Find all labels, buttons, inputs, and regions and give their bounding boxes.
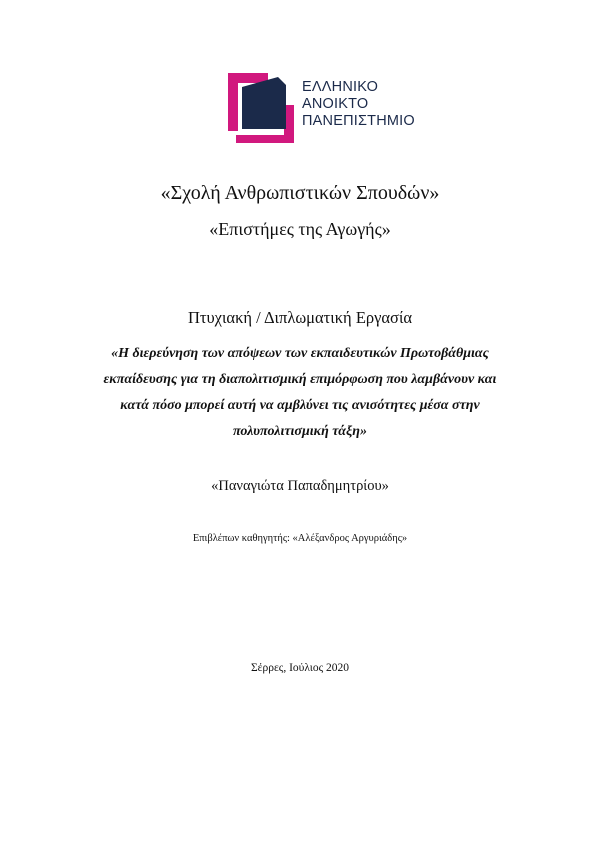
logo-wordmark: [302, 79, 432, 130]
logo-line-1: ΕΛΛΗΝΙΚΟ: [302, 79, 379, 95]
thesis-title-line-4: πολυπολιτισμική τάξη»: [232, 424, 367, 439]
logo-line-3: ΠΑΝΕΠΙΣΤΗΜΙΟ: [302, 113, 415, 129]
school-name: «Σχολή Ανθρωπιστικών Σπουδών»: [160, 182, 440, 204]
place-date: Σέρρες, Ιούλιος 2020: [250, 662, 350, 674]
supervisor-line: Επιβλέπων καθηγητής: «Αλέξανδρος Αργυριάδης»: [192, 533, 408, 544]
author-name: «Παναγιώτα Παπαδημητρίου»: [211, 478, 389, 494]
department-name: «Επιστήμες της Αγωγής»: [209, 219, 391, 239]
university-logo: [228, 71, 428, 143]
logo-mark-icon: [228, 71, 294, 143]
thesis-title-line-3: κατά πόσο μπορεί αυτή να αμβλύνει τις ανισότητες μέσα στην: [120, 398, 480, 413]
logo-line-2: ΑΝΟΙΚΤΟ: [302, 96, 369, 112]
thesis-title-line-1: «Η διερεύνηση των απόψεων των εκπαιδευτικών Πρωτοβάθμιας: [111, 346, 489, 361]
thesis-type: Πτυχιακή / Διπλωματική Εργασία: [187, 308, 413, 327]
thesis-title: [100, 341, 500, 445]
thesis-title-line-2: εκπαίδευσης για τη διαπολιτισμική επιμόρφωση που λαμβάνουν και: [103, 372, 497, 387]
